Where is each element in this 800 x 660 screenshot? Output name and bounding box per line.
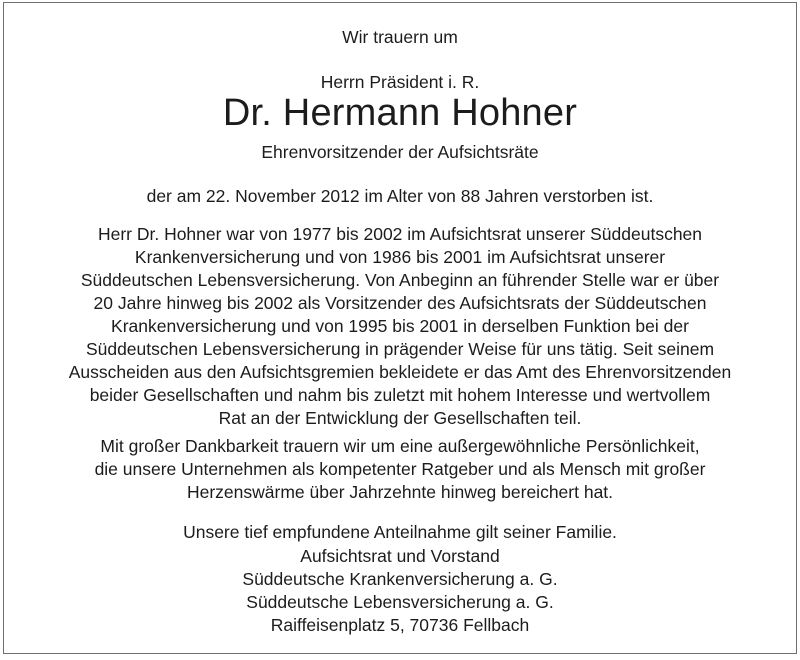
heading: Wir trauern um — [342, 27, 458, 47]
gratitude-line: Mit großer Dankbarkeit trauern wir um eine außergewöhnliche Persönlichkeit, — [100, 436, 700, 456]
biography-line: Rat an der Entwicklung der Gesellschaften teil. — [218, 408, 582, 428]
biography-line: Süddeutschen Lebensversicherung. Von Anbeginn an führender Stelle war er über — [80, 270, 720, 290]
biography-line: Krankenversicherung und von 1986 bis 2001 im Aufsichtsrat unserer — [134, 247, 666, 267]
obituary-notice — [3, 2, 797, 654]
biography-line: Krankenversicherung und von 1995 bis 2001 in derselben Funktion bei der — [111, 316, 689, 336]
signature-line: Raiffeisenplatz 5, 70736 Fellbach — [270, 615, 530, 635]
biography-line: Süddeutschen Lebensversicherung in prägender Weise für uns tätig. Seit seinem — [85, 339, 715, 359]
gratitude-line: Herzenswärme über Jahrzehnte hinweg bereichert hat. — [186, 482, 614, 502]
signature-line: Aufsichtsrat und Vorstand — [300, 546, 500, 566]
signature-line: Süddeutsche Lebensversicherung a. G. — [246, 592, 554, 612]
condolence-line: Unsere tief empfundene Anteilnahme gilt seiner Familie. — [183, 522, 617, 542]
gratitude-paragraph — [4, 435, 796, 504]
signature-block — [4, 545, 796, 637]
role-title: Ehrenvorsitzender der Aufsichtsräte — [261, 142, 539, 162]
deceased-name: Dr. Hermann Hohner — [222, 92, 578, 134]
signature-line: Süddeutsche Krankenversicherung a. G. — [242, 569, 558, 589]
biography-line: Ausscheiden aus den Aufsichtsgremien bekleidete er das Amt des Ehrenvorsitzenden — [68, 362, 732, 382]
biography-line: 20 Jahre hinweg bis 2002 als Vorsitzender des Aufsichtsrats der Süddeutschen — [93, 293, 707, 313]
biography-paragraph — [4, 223, 796, 430]
death-statement: der am 22. November 2012 im Alter von 88 Jahren verstorben ist. — [146, 186, 654, 206]
honorific: Herrn Präsident i. R. — [320, 72, 480, 92]
biography-line: beider Gesellschaften und nahm bis zuletzt mit hohem Interesse und wertvollem — [89, 385, 711, 405]
biography-line: Herr Dr. Hohner war von 1977 bis 2002 im Aufsichtsrat unserer Süddeutschen — [97, 224, 703, 244]
gratitude-line: die unsere Unternehmen als kompetenter Ratgeber und als Mensch mit großer — [94, 459, 706, 479]
